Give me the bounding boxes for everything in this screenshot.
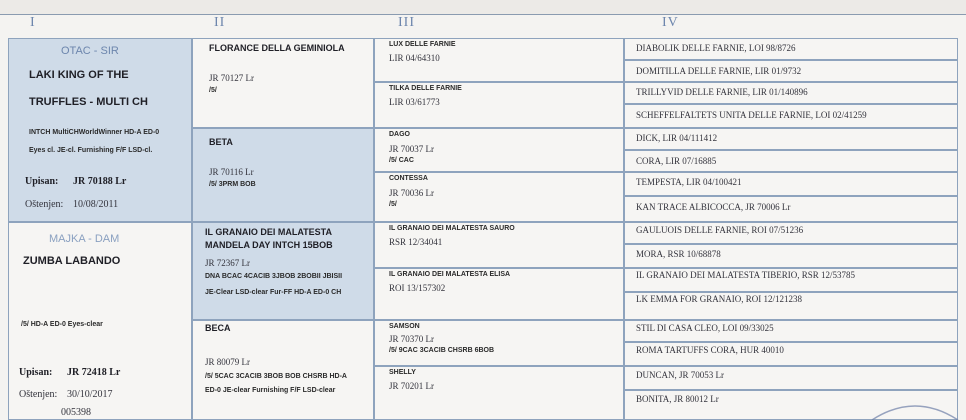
gen4-cell (624, 128, 958, 150)
gen3-cell (374, 82, 624, 128)
gen3-reg: LIR 04/64310 (389, 53, 440, 63)
gen2-note: /5/ 3PRM BOB (209, 181, 256, 188)
gen2-note-line2: ED-0 JE-clear Furnishing F/F LSD-clear (205, 387, 336, 394)
gen2-name: FLORANCE DELLA GEMINIOLA (209, 43, 345, 53)
gen3-name: LUX DELLE FARNIE (389, 41, 456, 48)
dam-label: MAJKA - DAM (49, 233, 120, 245)
column-header-ii: II (214, 15, 226, 30)
gen4-entry: GAULUOIS DELLE FARNIE, ROI 07/51236 (636, 225, 804, 235)
sire-name-line2: TRUFFLES - MULTI CH (29, 96, 148, 108)
gen4-cell (624, 268, 958, 292)
gen3-name: CONTESSA (389, 175, 428, 182)
gen2-note: DNA BCAC 4CACIB 3JBOB 2BOBII JBISII (205, 273, 343, 280)
gen3-reg: LIR 03/61773 (389, 97, 440, 107)
gen2-note: /5/ (209, 87, 217, 94)
gen2-note-line2: JE-Clear LSD-clear Fur-FF HD-A ED-0 CH (205, 289, 342, 296)
gen2-cell (192, 222, 374, 320)
gen4-cell (624, 342, 958, 366)
dam-reg: JR 72418 Lr (67, 367, 121, 378)
gen3-name: SHELLY (389, 369, 416, 376)
sire-born: 10/08/2011 (73, 199, 119, 210)
gen3-cell (374, 320, 624, 366)
gen4-cell (624, 82, 958, 104)
gen3-reg: JR 70036 Lr (389, 188, 434, 198)
gen2-reg: JR 80079 Lr (205, 357, 250, 367)
gen4-cell (624, 104, 958, 128)
gen4-cell (624, 196, 958, 222)
gen4-cell (624, 366, 958, 390)
gen3-name: TILKA DELLE FARNIE (389, 85, 462, 92)
gen2-reg: JR 70127 Lr (209, 73, 254, 83)
gen2-name: IL GRANAIO DEI MALATESTA (205, 227, 332, 237)
gen3-cell (374, 172, 624, 222)
sire-born-label: Oštenjen: (25, 199, 64, 210)
column-header-iv: IV (662, 15, 679, 30)
dam-titles: /5/ HD-A ED-0 Eyes-clear (21, 321, 103, 328)
gen3-cell (374, 38, 624, 82)
top-border (0, 0, 966, 15)
gen3-note: /5/ 9CAC 3CACIB CHSRB 6BOB (389, 347, 495, 354)
gen3-name: IL GRANAIO DEI MALATESTA ELISA (389, 271, 511, 278)
gen3-name: DAGO (389, 131, 410, 138)
sire-titles-line2: Eyes cl. JE-cl. Furnishing F/F LSD-cl. (29, 147, 153, 154)
gen3-note: /5/ CAC (389, 157, 414, 164)
sire-titles-line1: INTCH MultiCHWorldWinner HD-A ED-0 (29, 129, 160, 136)
gen4-entry: STIL DI CASA CLEO, LOI 09/33025 (636, 323, 774, 333)
gen2-cell (192, 320, 374, 420)
gen2-name: BETA (209, 137, 233, 147)
pedigree-grid (8, 38, 958, 420)
gen4-entry: LK EMMA FOR GRANAIO, ROI 12/121238 (636, 294, 803, 304)
gen4-entry: CORA, LIR 07/16885 (636, 156, 717, 166)
gen3-cell (374, 268, 624, 320)
sire-label: OTAC - SIR (61, 45, 119, 57)
gen4-entry: BONITA, JR 80012 Lr (636, 394, 719, 404)
gen4-entry: SCHEFFELFALTETS UNITA DELLE FARNIE, LOI 02/41259 (636, 110, 867, 120)
gen3-cell (374, 366, 624, 420)
stamp-mark (870, 398, 960, 420)
sire-name-line1: LAKI KING OF THE (29, 69, 129, 81)
dam-name: ZUMBA LABANDO (23, 255, 121, 267)
dam-bottom-number: 005398 (61, 407, 91, 418)
gen3-cell (374, 222, 624, 268)
gen4-entry: TRILLYVID DELLE FARNIE, LIR 01/140896 (636, 87, 808, 97)
gen4-entry: DUNCAN, JR 70053 Lr (636, 370, 725, 380)
gen4-cell (624, 60, 958, 82)
gen3-reg: ROI 13/157302 (389, 283, 446, 293)
gen4-entry: ROMA TARTUFFS CORA, HUR 40010 (636, 345, 784, 355)
dam-born-label: Oštenjen: (19, 389, 58, 400)
gen4-cell (624, 320, 958, 342)
gen2-name: BECA (205, 323, 231, 333)
column-header-i: I (30, 15, 36, 30)
gen2-name-line2: MANDELA DAY INTCH 15BOB (205, 240, 333, 250)
gen3-reg: JR 70201 Lr (389, 381, 434, 391)
dam-cell (8, 222, 192, 420)
gen3-reg: JR 70037 Lr (389, 144, 434, 154)
gen4-cell (624, 292, 958, 320)
gen4-entry: DOMITILLA DELLE FARNIE, LIR 01/9732 (636, 66, 802, 76)
gen4-cell (624, 172, 958, 196)
gen4-cell (624, 222, 958, 244)
gen3-reg: RSR 12/34041 (389, 237, 443, 247)
gen4-entry: MORA, RSR 10/68878 (636, 249, 721, 259)
sire-cell (8, 38, 192, 222)
gen3-name: SAMSON (389, 323, 420, 330)
gen4-cell (624, 150, 958, 172)
gen4-entry: DICK, LIR 04/111412 (636, 133, 718, 143)
gen2-reg: JR 70116 Lr (209, 167, 254, 177)
gen2-cell (192, 38, 374, 128)
gen3-cell (374, 128, 624, 172)
gen4-entry: IL GRANAIO DEI MALATESTA TIBERIO, RSR 12/53785 (636, 270, 856, 280)
gen4-entry: DIABOLIK DELLE FARNIE, LOI 98/8726 (636, 43, 796, 53)
gen4-entry: KAN TRACE ALBICOCCA, JR 70006 Lr (636, 202, 791, 212)
gen4-cell (624, 38, 958, 60)
gen3-reg: JR 70370 Lr (389, 334, 434, 344)
gen2-cell (192, 128, 374, 222)
gen3-name: IL GRANAIO DEI MALATESTA SAURO (389, 225, 515, 232)
sire-reg: JR 70188 Lr (73, 176, 127, 187)
sire-reg-label: Upisan: (25, 176, 59, 187)
gen2-note: /5/ 5CAC 3CACIB 3BOB BOB CHSRB HD-A (205, 373, 347, 380)
gen2-reg: JR 72367 Lr (205, 258, 250, 268)
dam-reg-label: Upisan: (19, 367, 53, 378)
gen4-entry: TEMPESTA, LIR 04/100421 (636, 177, 742, 187)
gen4-cell (624, 244, 958, 268)
gen3-note: /5/ (389, 201, 397, 208)
column-header-iii: III (398, 15, 415, 30)
dam-born: 30/10/2017 (67, 389, 113, 400)
